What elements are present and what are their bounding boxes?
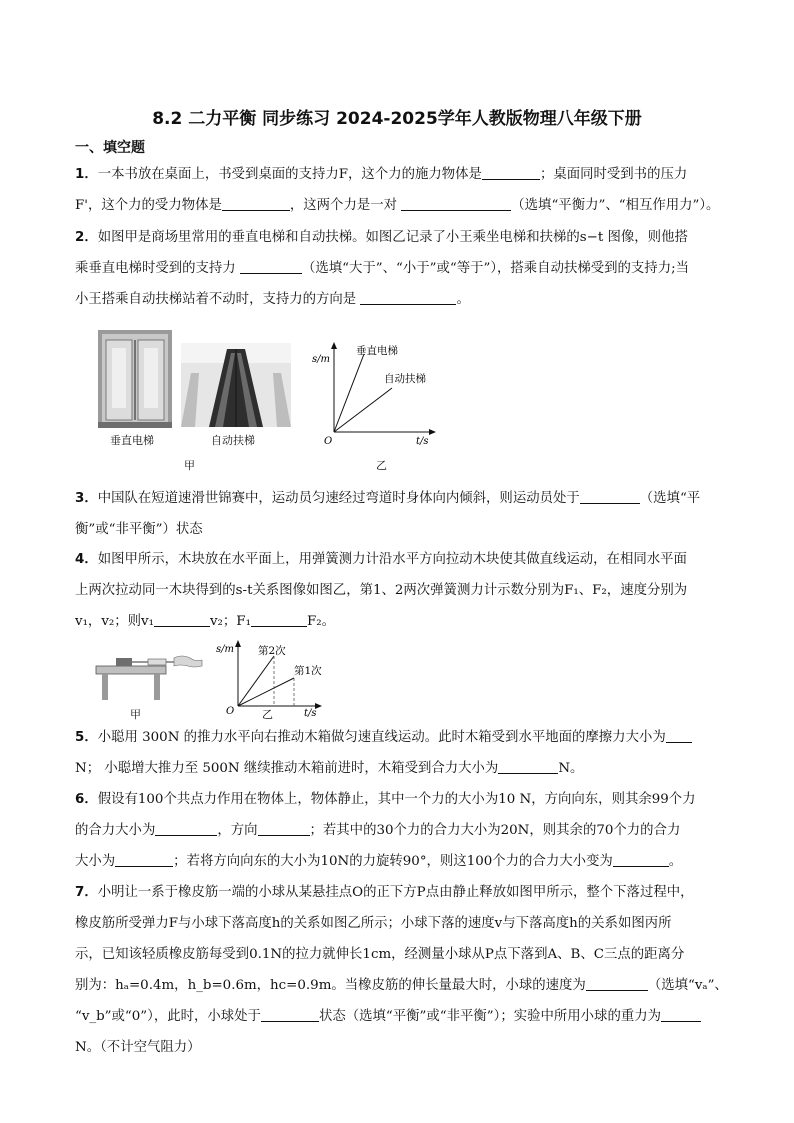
axis-label-x: t/s xyxy=(304,708,317,718)
question-text: 小明让一系于橡皮筋一端的小球从某悬挂点O的正下方P点由静止释放如图甲所示，整个下落过程中， xyxy=(97,885,694,900)
answer-blank[interactable] xyxy=(222,196,290,211)
answer-blank[interactable] xyxy=(360,290,456,305)
question-number: 4． xyxy=(75,552,98,567)
question-text: N。 xyxy=(558,761,584,776)
question-6 xyxy=(75,784,775,877)
answer-blank[interactable] xyxy=(498,759,558,774)
question-text: 小聪用 300N 的推力水平向右推动木箱做匀速直线运动。此时木箱受到水平地面的摩擦力大小为 xyxy=(97,730,666,745)
page-title: 8.2 二力平衡 同步练习 2024-2025学年人教版物理八年级下册 xyxy=(152,109,642,129)
question-text: 如图甲所示，木块放在水平面上，用弹簧测力计沿水平方向拉动木块使其做直线运动，在相同水平面 xyxy=(97,552,687,567)
question-text: ；若将方向向东的大小为10N的力旋转90°，则这100个力的合力大小变为 xyxy=(173,854,613,869)
line-label: 自动扶梯 xyxy=(384,373,426,385)
answer-blank[interactable] xyxy=(613,852,669,867)
question-text: N。（不计空气阻力） xyxy=(75,1040,201,1055)
question-text: 的合力大小为 xyxy=(75,823,156,838)
axis-label-y: s/m xyxy=(312,354,330,365)
question-text: 一本书放在桌面上，书受到桌面的支持力F，这个力的施力物体是 xyxy=(97,167,482,182)
figure-caption: 垂直电梯 xyxy=(110,434,154,447)
block-on-table-image xyxy=(94,650,206,702)
question-text: v₁，v₂；则v₁ xyxy=(75,614,154,629)
answer-blank[interactable] xyxy=(258,821,310,836)
question-1 xyxy=(75,159,775,221)
figure-label-yi: 乙 xyxy=(262,708,273,721)
answer-blank[interactable] xyxy=(240,259,302,274)
question-text: 别为：hₐ=0.4m，h_b=0.6m，hc=0.9m。当橡皮筋的伸长量最大时，小球的速度为 xyxy=(75,978,586,993)
figure-caption: 自动扶梯 xyxy=(211,434,255,447)
question-text: 示，已知该轻质橡皮筋每受到0.1N的拉力就伸长1cm，经测量小球从P点下落到A、B、C三点的距离分 xyxy=(75,947,685,962)
origin-label: O xyxy=(324,436,333,447)
question-text: ，方向 xyxy=(217,823,258,838)
question-text: 衡”或“非平衡”）状态 xyxy=(75,522,203,537)
question-text: 乘垂直电梯时受到的支持力 xyxy=(75,261,236,276)
axis-label-x: t/s xyxy=(416,436,429,447)
answer-blank[interactable] xyxy=(586,976,648,991)
origin-label: O xyxy=(226,706,235,717)
question-text: 上两次拉动同一木块得到的s-t关系图像如图乙，第1、2两次弹簧测力计示数分别为F₁、F₂，速度分别为 xyxy=(75,583,688,598)
question-text: 小王搭乘自动扶梯站着不动时，支持力的方向是 xyxy=(75,292,357,307)
answer-blank[interactable] xyxy=(580,489,640,504)
answer-blank[interactable] xyxy=(261,1007,319,1022)
elevator-image xyxy=(98,330,172,428)
question-3 xyxy=(75,483,775,545)
figure-label-jia: 甲 xyxy=(184,459,195,472)
figure-label-jia: 甲 xyxy=(130,708,141,721)
answer-blank[interactable] xyxy=(401,196,511,211)
question-text: F₂。 xyxy=(306,614,336,629)
question-text: 。 xyxy=(456,292,470,307)
answer-blank[interactable] xyxy=(115,852,173,867)
line-label: 第2次 xyxy=(258,645,286,657)
section-heading: 一、填空题 xyxy=(75,140,145,156)
question-text: 。 xyxy=(668,854,683,869)
question-4 xyxy=(75,544,775,637)
figure-label-yi: 乙 xyxy=(376,459,387,472)
question-text: 橡皮筋所受弹力F与小球下落高度h的关系如图乙所示；小球下落的速度v与下落高度h的关系如图丙所 xyxy=(75,916,672,931)
question-number: 6． xyxy=(75,792,98,807)
st-graph-elevator xyxy=(306,336,446,448)
answer-blank[interactable] xyxy=(661,1007,701,1022)
question-text: “v_b”或“0”），此时，小球处于 xyxy=(75,1009,261,1024)
question-text: N； 小聪增大推力至 500N 继续推动木箱前进时，木箱受到合力大小为 xyxy=(75,761,499,776)
question-text: ；若其中的30个力的合力大小为20N，则其余的70个力的合力 xyxy=(309,823,681,838)
line-label: 垂直电梯 xyxy=(356,345,398,357)
question-text: （选填“平 xyxy=(639,491,701,506)
question-text: 状态（选填“平衡”或“非平衡”）；实验中所用小球的重力为 xyxy=(318,1009,662,1024)
question-text: ，这两个力是一对 xyxy=(289,198,398,213)
answer-blank[interactable] xyxy=(155,821,217,836)
question-text: 假设有100个共点力作用在物体上，物体静止，其中一个力的大小为10 N，方向向东，则其余99个力 xyxy=(97,792,696,807)
question-text: F'，这个力的受力物体是 xyxy=(75,198,222,213)
question-number: 3． xyxy=(75,491,98,506)
question-7 xyxy=(75,877,775,1063)
question-number: 7． xyxy=(75,885,98,900)
question-text: （选填“大于”、“小于”或“等于”），搭乘自动扶梯受到的支持力;当 xyxy=(301,261,689,276)
question-5 xyxy=(75,722,775,784)
question-text: 大小为 xyxy=(75,854,116,869)
st-graph-two-trials xyxy=(214,634,338,718)
axis-label-y: s/m xyxy=(216,644,234,655)
question-2 xyxy=(75,222,775,315)
question-text: 如图甲是商场里常用的垂直电梯和自动扶梯。如图乙记录了小王乘坐电梯和扶梯的s−t 图像，则他搭 xyxy=(97,230,688,245)
question-text: 中国队在短道速滑世锦赛中，运动员匀速经过弯道时身体向内倾斜，则运动员处于 xyxy=(97,491,580,506)
answer-blank[interactable] xyxy=(154,612,210,627)
answer-blank[interactable] xyxy=(482,165,540,180)
question-text: （选填“vₐ”、 xyxy=(647,978,728,993)
question-number: 1． xyxy=(75,167,98,182)
escalator-image xyxy=(181,343,291,427)
answer-blank[interactable] xyxy=(251,612,307,627)
question-text: （选填“平衡力”、“相互作用力”）。 xyxy=(511,198,720,213)
question-number: 2． xyxy=(75,230,98,245)
line-label: 第1次 xyxy=(294,665,322,677)
question-text: v₂；F₁ xyxy=(209,614,251,629)
question-text: ；桌面同时受到书的压力 xyxy=(539,167,688,182)
answer-blank[interactable] xyxy=(666,728,692,743)
question-number: 5． xyxy=(75,730,98,745)
